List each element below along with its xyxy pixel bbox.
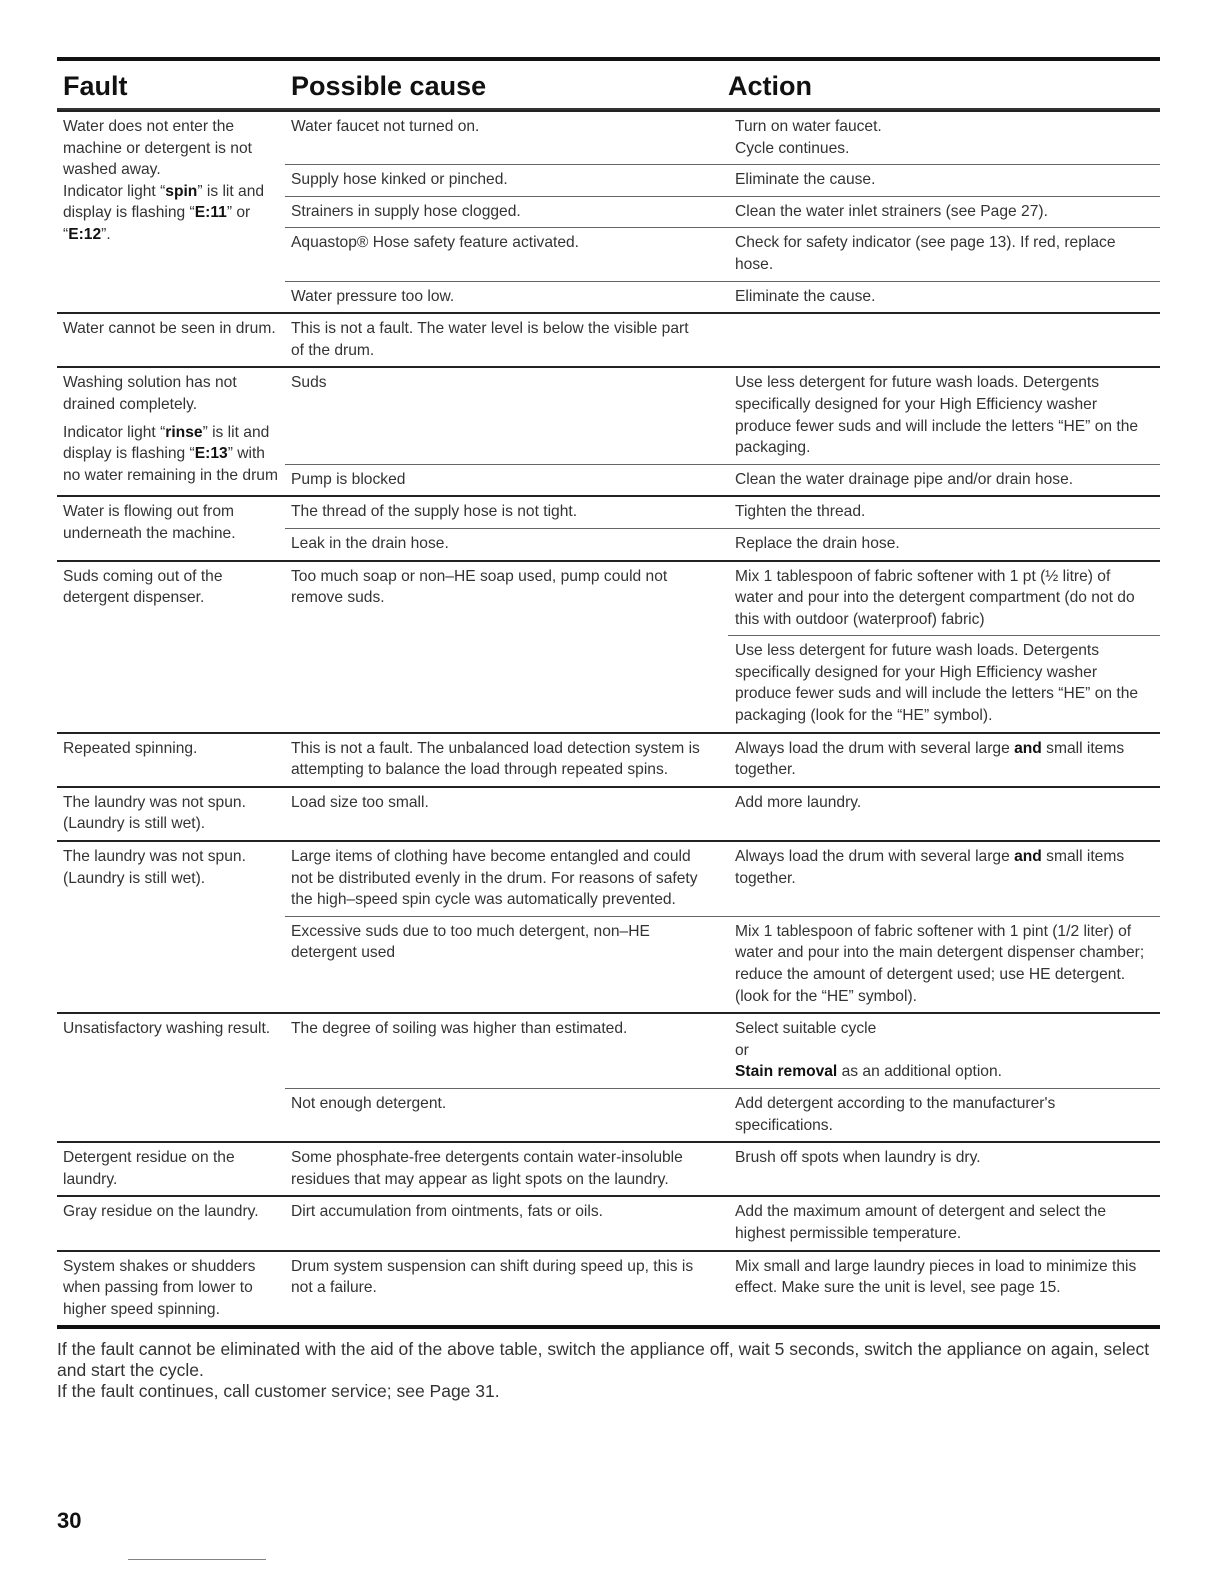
action-cell [728,495,1160,528]
table-row [57,1195,1160,1249]
action-line: Cycle continues. [735,139,850,157]
table-row [57,840,1160,916]
action-text [728,1093,1154,1136]
cause-cell [285,196,728,228]
fault-text: System shakes or shudders when passing from lower to higher speed spinning. [63,1257,256,1318]
fault-header: Fault [57,61,285,110]
fault-table-body [57,110,1160,1325]
action-text [728,469,1154,491]
cause-text: This is not a fault. The unbalanced load detection system is attempting to balance the load through repeated spins. [291,739,700,779]
fault-text: Repeated spinning. [63,739,198,757]
action-text [728,921,1154,1007]
cause-cell [285,916,728,1012]
cause-cell [285,1195,728,1249]
action-line: Mix 1 tablespoon of fabric softener with 1 pint (1/2 liter) of water and pour into the main detergent dispenser chamber; reduce the amount of detergent used; use HE detergent. (look for the “HE” symbol). [735,922,1145,1005]
cause-cell [285,1250,728,1326]
action-text [728,501,1154,523]
cause-cell [285,495,728,528]
fault-cell [57,840,285,1012]
footer-note: If the fault cannot be eliminated with the aid of the above table, switch the appliance off, wait 5 seconds, switch the appliance on again, select and start the cycle. [57,1339,1150,1381]
cause-text: Some phosphate-free detergents contain water-insoluble residues that may appear as light spots on the laundry. [291,1149,683,1188]
fault-cell [57,1250,285,1326]
table-row [57,560,1160,636]
fault-cell [57,1012,285,1141]
action-line: Always load the drum with several large [735,848,1015,866]
action-header: Action [728,61,1160,110]
cause-header: Possible cause [285,61,728,110]
action-text [728,286,1154,308]
action-text [728,640,1154,726]
footer-note: If the fault continues, call customer service; see Page 31. [57,1381,500,1402]
cause-text: Strainers in supply hose clogged. [291,202,521,220]
troubleshooting-page [57,57,1160,1402]
action-emphasis: Stain removal [735,1063,838,1081]
action-line: Clean the water drainage pipe and/or drain hose. [735,470,1074,488]
action-line: Turn on water faucet. [735,118,882,135]
cause-text: Too much soap or non–HE soap used, pump could not remove suds. [291,567,668,607]
header-row [57,61,1160,110]
action-text [728,169,1154,191]
action-cell [728,227,1160,280]
action-cell [728,1141,1160,1195]
fault-indicator [63,181,279,246]
fault-text: The laundry was not spun. (Laundry is still wet). [63,848,246,887]
fault-text: Water does not enter the machine or detergent is not washed away. [63,118,252,179]
action-line: Add more laundry. [735,793,862,811]
indicator-key: spin [165,182,198,200]
action-line: as an additional option. [837,1063,1002,1081]
action-cell [728,840,1160,916]
error-code: E:12 [68,225,102,243]
bottom-rule [57,1325,1160,1329]
action-cell [728,110,1160,164]
table-row [57,366,1160,463]
action-text [728,846,1154,889]
action-line: Check for safety indicator (see page 13). If red, replace hose. [735,234,1116,273]
fault-text: Water cannot be seen in drum. [63,320,276,338]
cause-cell [285,786,728,840]
cause-text: Aquastop® Hose safety feature activated. [291,234,580,252]
action-cell [728,196,1160,228]
fault-cell [57,495,285,559]
cause-text: Drum system suspension can shift during speed up, this is not a failure. [291,1257,694,1297]
action-text [728,1256,1154,1299]
action-cell [728,1088,1160,1141]
action-cell [728,786,1160,840]
footer-notes [57,1339,1160,1402]
action-line: or [735,1041,749,1059]
cause-cell [285,1141,728,1195]
action-cell [728,164,1160,196]
table-row [57,1012,1160,1088]
action-line: Mix small and large laundry pieces in load to minimize this effect. Make sure the unit is level, see page 15. [735,1257,1137,1297]
cause-cell [285,840,728,916]
cause-text: The degree of soiling was higher than estimated. [291,1020,628,1038]
page-number: 30 [57,1508,82,1533]
fault-text: Washing solution has not drained completely. [63,374,237,413]
indicator-text: Indicator light “ [63,182,166,200]
cause-text: This is not a fault. The water level is below the visible part of the drum. [291,320,689,359]
fault-text: Unsatisfactory washing result. [63,1020,271,1038]
fault-indicator [63,422,279,487]
action-cell [728,312,1160,366]
table-row [57,786,1160,840]
cause-cell [285,464,728,496]
action-line [735,1061,1150,1083]
action-emphasis: and [1014,848,1042,866]
action-cell [728,560,1160,636]
action-text [728,201,1154,223]
action-cell [728,916,1160,1012]
table-row [57,1250,1160,1326]
action-text [728,1018,1154,1083]
action-emphasis: and [1014,739,1042,757]
indicator-text: ” is lit and display is flashing “ [63,423,270,463]
action-line: Clean the water inlet strainers (see Page 27). [735,202,1048,220]
error-code: E:13 [194,445,228,463]
action-cell [728,528,1160,560]
action-text [728,372,1154,458]
cause-cell [285,312,728,366]
fault-text: Detergent residue on the laundry. [63,1149,235,1188]
fault-text: The laundry was not spun. (Laundry is still wet). [63,793,246,833]
action-line: Replace the drain hose. [735,534,900,552]
cause-cell [285,227,728,280]
fault-cell [57,1195,285,1249]
table-row [57,495,1160,528]
action-line: Add detergent according to the manufacturer's specifications. [735,1094,1056,1134]
cause-text: Pump is blocked [291,470,406,488]
cause-cell [285,560,728,636]
cause-cell [285,635,728,731]
table-row [57,110,1160,164]
cause-cell [285,164,728,196]
action-cell [728,281,1160,313]
cause-cell [285,1012,728,1088]
action-cell [728,464,1160,496]
action-line: Mix 1 tablespoon of fabric softener with 1 pt (½ litre) of water and pour into the detergent compartment (do not do this with outdoor (waterproof) fabric) [735,567,1135,628]
cause-text: Excessive suds due to too much detergent, non–HE detergent used [291,922,650,962]
cause-cell [285,1088,728,1141]
action-cell [728,366,1160,463]
fault-cell [57,110,285,312]
action-text [728,533,1154,555]
action-text [728,738,1154,781]
cause-cell [285,732,728,786]
indicator-text: ” is lit and display is flashing “ [63,182,265,222]
cause-cell [285,110,728,164]
fault-cell [57,366,285,495]
action-line: Brush off spots when laundry is dry. [735,1149,981,1167]
fault-text: Water is flowing out from underneath the machine. [63,503,236,542]
action-line: Select suitable cycle [735,1020,877,1038]
indicator-text: ” or “ [63,204,251,243]
cause-text: Leak in the drain hose. [291,534,449,552]
action-cell [728,1195,1160,1249]
cause-text: The thread of the supply hose is not tight. [291,503,578,521]
cause-text: Suds [291,374,327,392]
fault-text: Gray residue on the laundry. [63,1203,259,1221]
cause-text: Water pressure too low. [291,287,455,305]
fault-cell [57,786,285,840]
action-cell [728,635,1160,731]
action-text [728,1201,1154,1244]
action-cell [728,732,1160,786]
cause-text: Dirt accumulation from ointments, fats or oils. [291,1203,603,1221]
action-line: Add the maximum amount of detergent and select the highest permissible temperature. [735,1203,1106,1242]
action-text [728,792,1154,814]
cause-text: Not enough detergent. [291,1094,447,1112]
action-text [728,116,1154,159]
action-line: small items together. [735,739,1125,779]
fault-cell [57,560,285,732]
indicator-text: Indicator light “ [63,423,166,441]
fault-table [57,61,1160,1325]
action-text [728,566,1154,631]
cause-text: Large items of clothing have become entangled and could not be distributed evenly in the drum. For reasons of safety the high–speed spin cycle was automatically prevented. [291,848,698,909]
cause-text: Supply hose kinked or pinched. [291,171,508,189]
action-text [728,1147,1154,1169]
action-cell [728,1250,1160,1326]
fault-cell [57,1141,285,1195]
action-line: Eliminate the cause. [735,287,876,305]
action-line: Eliminate the cause. [735,171,876,189]
action-line: small items together. [735,848,1125,887]
action-line: Always load the drum with several large [735,739,1015,757]
cause-cell [285,281,728,313]
link-underline [128,1559,266,1560]
action-text [728,232,1154,275]
cause-text: Water faucet not turned on. [291,118,480,135]
indicator-text: ”. [101,225,111,243]
action-cell [728,1012,1160,1088]
cause-cell [285,366,728,463]
cause-text: Load size too small. [291,793,429,811]
indicator-key: rinse [165,423,203,441]
table-row [57,312,1160,366]
action-line: Use less detergent for future wash loads. Detergents specifically designed for your High Efficiency washer produce fewer suds and will include the letters “HE” on the packaging (look for the “HE” symbol). [735,642,1139,725]
table-row [57,732,1160,786]
error-code: E:11 [194,204,227,222]
fault-cell [57,732,285,786]
action-line: Use less detergent for future wash loads. Detergents specifically designed for your High Efficiency washer produce fewer suds and will include the letters “HE” on the packaging. [735,374,1139,457]
fault-cell [57,312,285,366]
indicator-text: ” with no water remaining in the drum [63,445,278,484]
action-line: Tighten the thread. [735,503,866,521]
cause-cell [285,528,728,560]
fault-text: Suds coming out of the detergent dispenser. [63,567,223,607]
table-row [57,1141,1160,1195]
